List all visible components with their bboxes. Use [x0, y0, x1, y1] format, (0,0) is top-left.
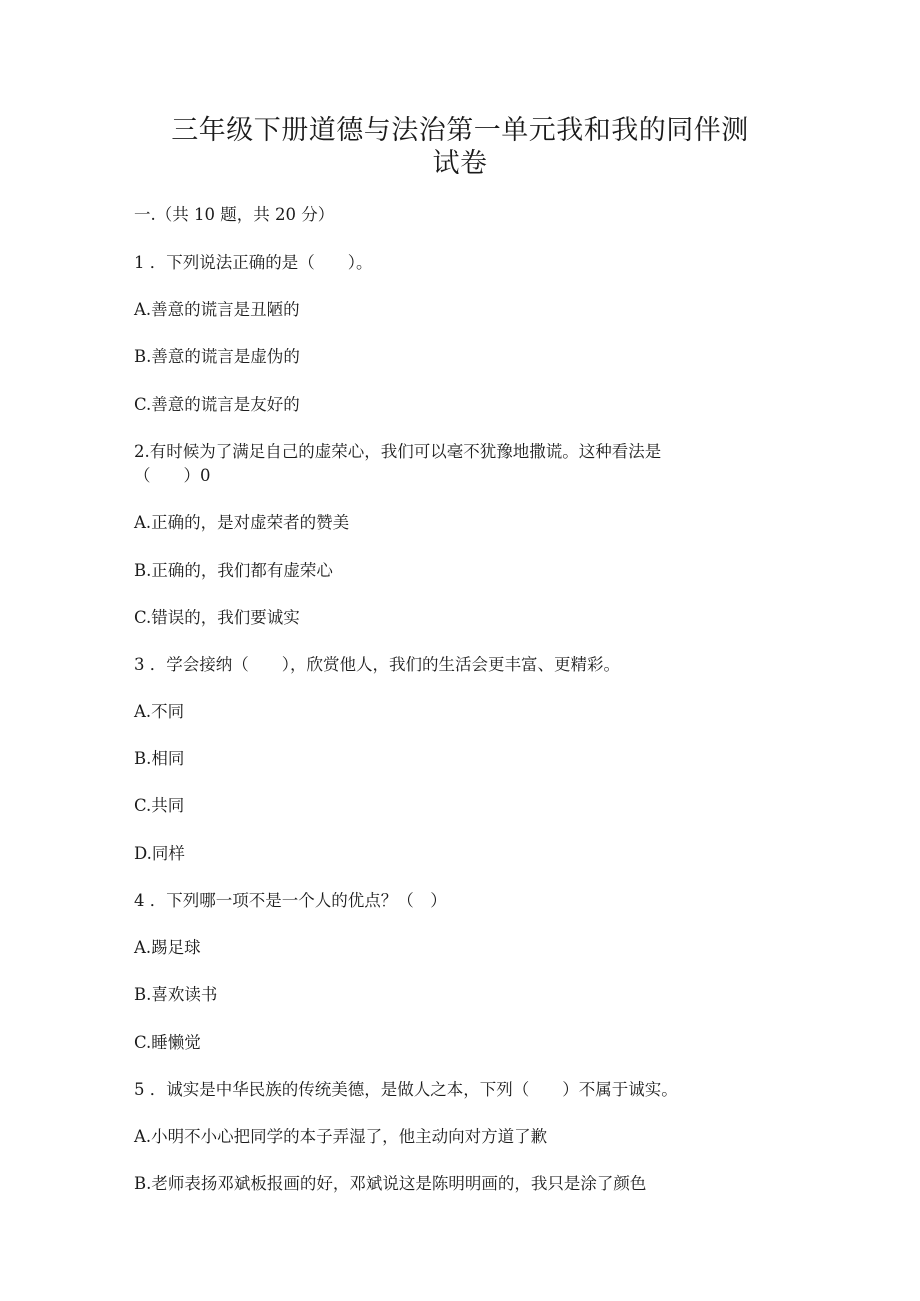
question-3-option-c: C.共同: [134, 796, 185, 815]
question-2-stem-line-1: 2.有时候为了满足自己的虚荣心，我们可以毫不犹豫地撒谎。这种看法是: [134, 442, 662, 461]
question-2-option-b: B.正确的，我们都有虚荣心: [134, 561, 333, 580]
page-title: [140, 114, 780, 180]
question-3-option-d: D.同样: [134, 844, 185, 863]
question-5-stem: 5 ．诚实是中华民族的传统美德，是做人之本，下列（ ）不属于诚实。: [134, 1080, 678, 1099]
question-5-option-b: B.老师表扬邓斌板报画的好，邓斌说这是陈明明画的，我只是涂了颜色: [134, 1174, 647, 1193]
question-1-option-a: A.善意的谎言是丑陋的: [134, 300, 300, 319]
question-4-option-c: C.睡懒觉: [134, 1033, 201, 1052]
question-4-option-a: A.踢足球: [134, 938, 201, 957]
section-heading: 一.（共 10 题，共 20 分）: [134, 205, 335, 224]
question-4-option-b: B.喜欢读书: [134, 985, 218, 1004]
question-1-stem: 1 ．下列说法正确的是（ ）。: [134, 253, 373, 272]
question-1-option-b: B.善意的谎言是虚伪的: [134, 347, 300, 366]
question-3-option-a: A.不同: [134, 702, 185, 721]
question-2-option-c: C.错误的，我们要诚实: [134, 608, 300, 627]
question-4-stem: 4 ．下列哪一项不是一个人的优点？（ ）: [134, 891, 447, 910]
question-3-option-b: B.相同: [134, 749, 185, 768]
question-5-option-a: A.小明不小心把同学的本子弄湿了，他主动向对方道了歉: [134, 1127, 548, 1146]
question-2-stem-line-2: （ ）0: [134, 466, 211, 485]
question-2-option-a: A.正确的，是对虚荣者的赞美: [134, 513, 350, 532]
title-line-2: 试卷: [432, 148, 488, 179]
title-line-1: 三年级下册道德与法治第一单元我和我的同伴测: [171, 115, 749, 146]
question-1-option-c: C.善意的谎言是友好的: [134, 395, 300, 414]
question-3-stem: 3 ．学会接纳（ ），欣赏他人，我们的生活会更丰富、更精彩。: [134, 655, 620, 674]
